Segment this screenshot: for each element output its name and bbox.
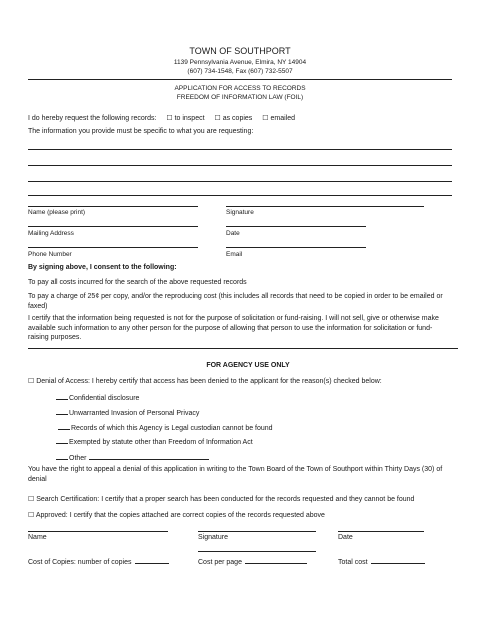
reason-exempted[interactable]: Exempted by statute other than Freedom of Information Act xyxy=(56,437,253,446)
cost-per-page[interactable]: Cost per page xyxy=(198,556,307,566)
reason-privacy[interactable]: Unwarranted Invasion of Personal Privacy xyxy=(56,408,199,417)
reason-not-found[interactable]: Records of which this Agency is Legal custodian cannot be found xyxy=(58,423,273,432)
option-copies-checkbox[interactable]: ☐ as copies xyxy=(214,115,253,122)
denial-checkbox[interactable]: ☐ Denial of Access: I hereby certify that access has been denied to the applicant for the reason(s) checked below: xyxy=(28,378,382,385)
request-statement xyxy=(28,114,295,122)
consent-heading: By signing above, I consent to the following: xyxy=(28,264,177,271)
agency-signature-label: Signature xyxy=(198,534,228,541)
consent-copy-charge: To pay a charge of 25¢ per copy, and/or the reproducing cost (this includes all records that need to be copied in order to be emailed or faxed) xyxy=(28,293,443,310)
agency-date-label: Date xyxy=(338,534,353,541)
total-cost[interactable]: Total cost xyxy=(338,556,425,566)
agency-signature-field[interactable] xyxy=(198,531,316,532)
approved-checkbox[interactable]: ☐ Approved: I certify that the copies attached are correct copies of the records requested above xyxy=(28,512,325,519)
name-field[interactable] xyxy=(28,206,198,207)
agency-heading: FOR AGENCY USE ONLY xyxy=(206,362,290,369)
signature-rule-2 xyxy=(198,551,316,552)
copies-count[interactable]: Cost of Copies: number of copies xyxy=(28,556,169,566)
signature-label: Signature xyxy=(226,209,254,216)
date-label: Date xyxy=(226,230,240,237)
date-field[interactable] xyxy=(226,226,366,227)
consent-costs: To pay all costs incurred for the search of the above requested records xyxy=(28,279,247,286)
agency-name-label: Name xyxy=(28,534,47,541)
form-title: APPLICATION FOR ACCESS TO RECORDS xyxy=(174,85,306,92)
header-rule xyxy=(28,79,452,80)
request-line-4[interactable] xyxy=(28,195,452,196)
reason-other[interactable]: Other xyxy=(56,452,209,462)
reason-confidential[interactable]: Confidential disclosure xyxy=(56,393,139,402)
consent-certify: I certify that the information being requested is not for the purpose of solicitation or fund-raising. I will not sell, give or otherwise make available such information to any other person for the purpose of allowing that person to use the information for solicitation or fund-raising purposes. xyxy=(28,315,439,341)
mailing-label: Mailing Address xyxy=(28,230,74,237)
option-inspect-checkbox[interactable]: ☐ to inspect xyxy=(166,115,205,122)
request-text: I do hereby request the following records: xyxy=(28,115,157,122)
option-emailed-checkbox[interactable]: ☐ emailed xyxy=(262,115,295,122)
form-subtitle: FREEDOM OF INFORMATION LAW (FOIL) xyxy=(176,94,304,101)
town-phone: (607) 734-1548, Fax (607) 732-5507 xyxy=(187,68,293,75)
town-title: TOWN OF SOUTHPORT xyxy=(189,46,291,56)
town-address: 1139 Pennsylvania Avenue, Elmira, NY 14904 xyxy=(173,59,307,66)
agency-divider xyxy=(28,348,458,349)
agency-name-field[interactable] xyxy=(28,531,168,532)
email-label: Email xyxy=(226,251,243,258)
request-line-2[interactable] xyxy=(28,165,452,166)
request-line-3[interactable] xyxy=(28,181,452,182)
mailing-field[interactable] xyxy=(28,226,198,227)
agency-date-field[interactable] xyxy=(338,531,424,532)
phone-label: Phone Number xyxy=(28,251,72,258)
signature-field[interactable] xyxy=(226,206,424,207)
search-certification-checkbox[interactable]: ☐ Search Certification: I certify that a proper search has been conducted for the records requested and they cannot be found xyxy=(28,496,415,503)
appeal-notice: You have the right to appeal a denial of this application in writing to the Town Board of the Town of Southport within Thirty Days (30) of denial xyxy=(28,466,443,483)
specific-note: The information you provide must be specific to what you are requesting: xyxy=(28,128,254,135)
name-label: Name (please print) xyxy=(28,209,86,216)
email-field[interactable] xyxy=(226,247,366,248)
request-line-1[interactable] xyxy=(28,149,452,150)
phone-field[interactable] xyxy=(28,247,198,248)
